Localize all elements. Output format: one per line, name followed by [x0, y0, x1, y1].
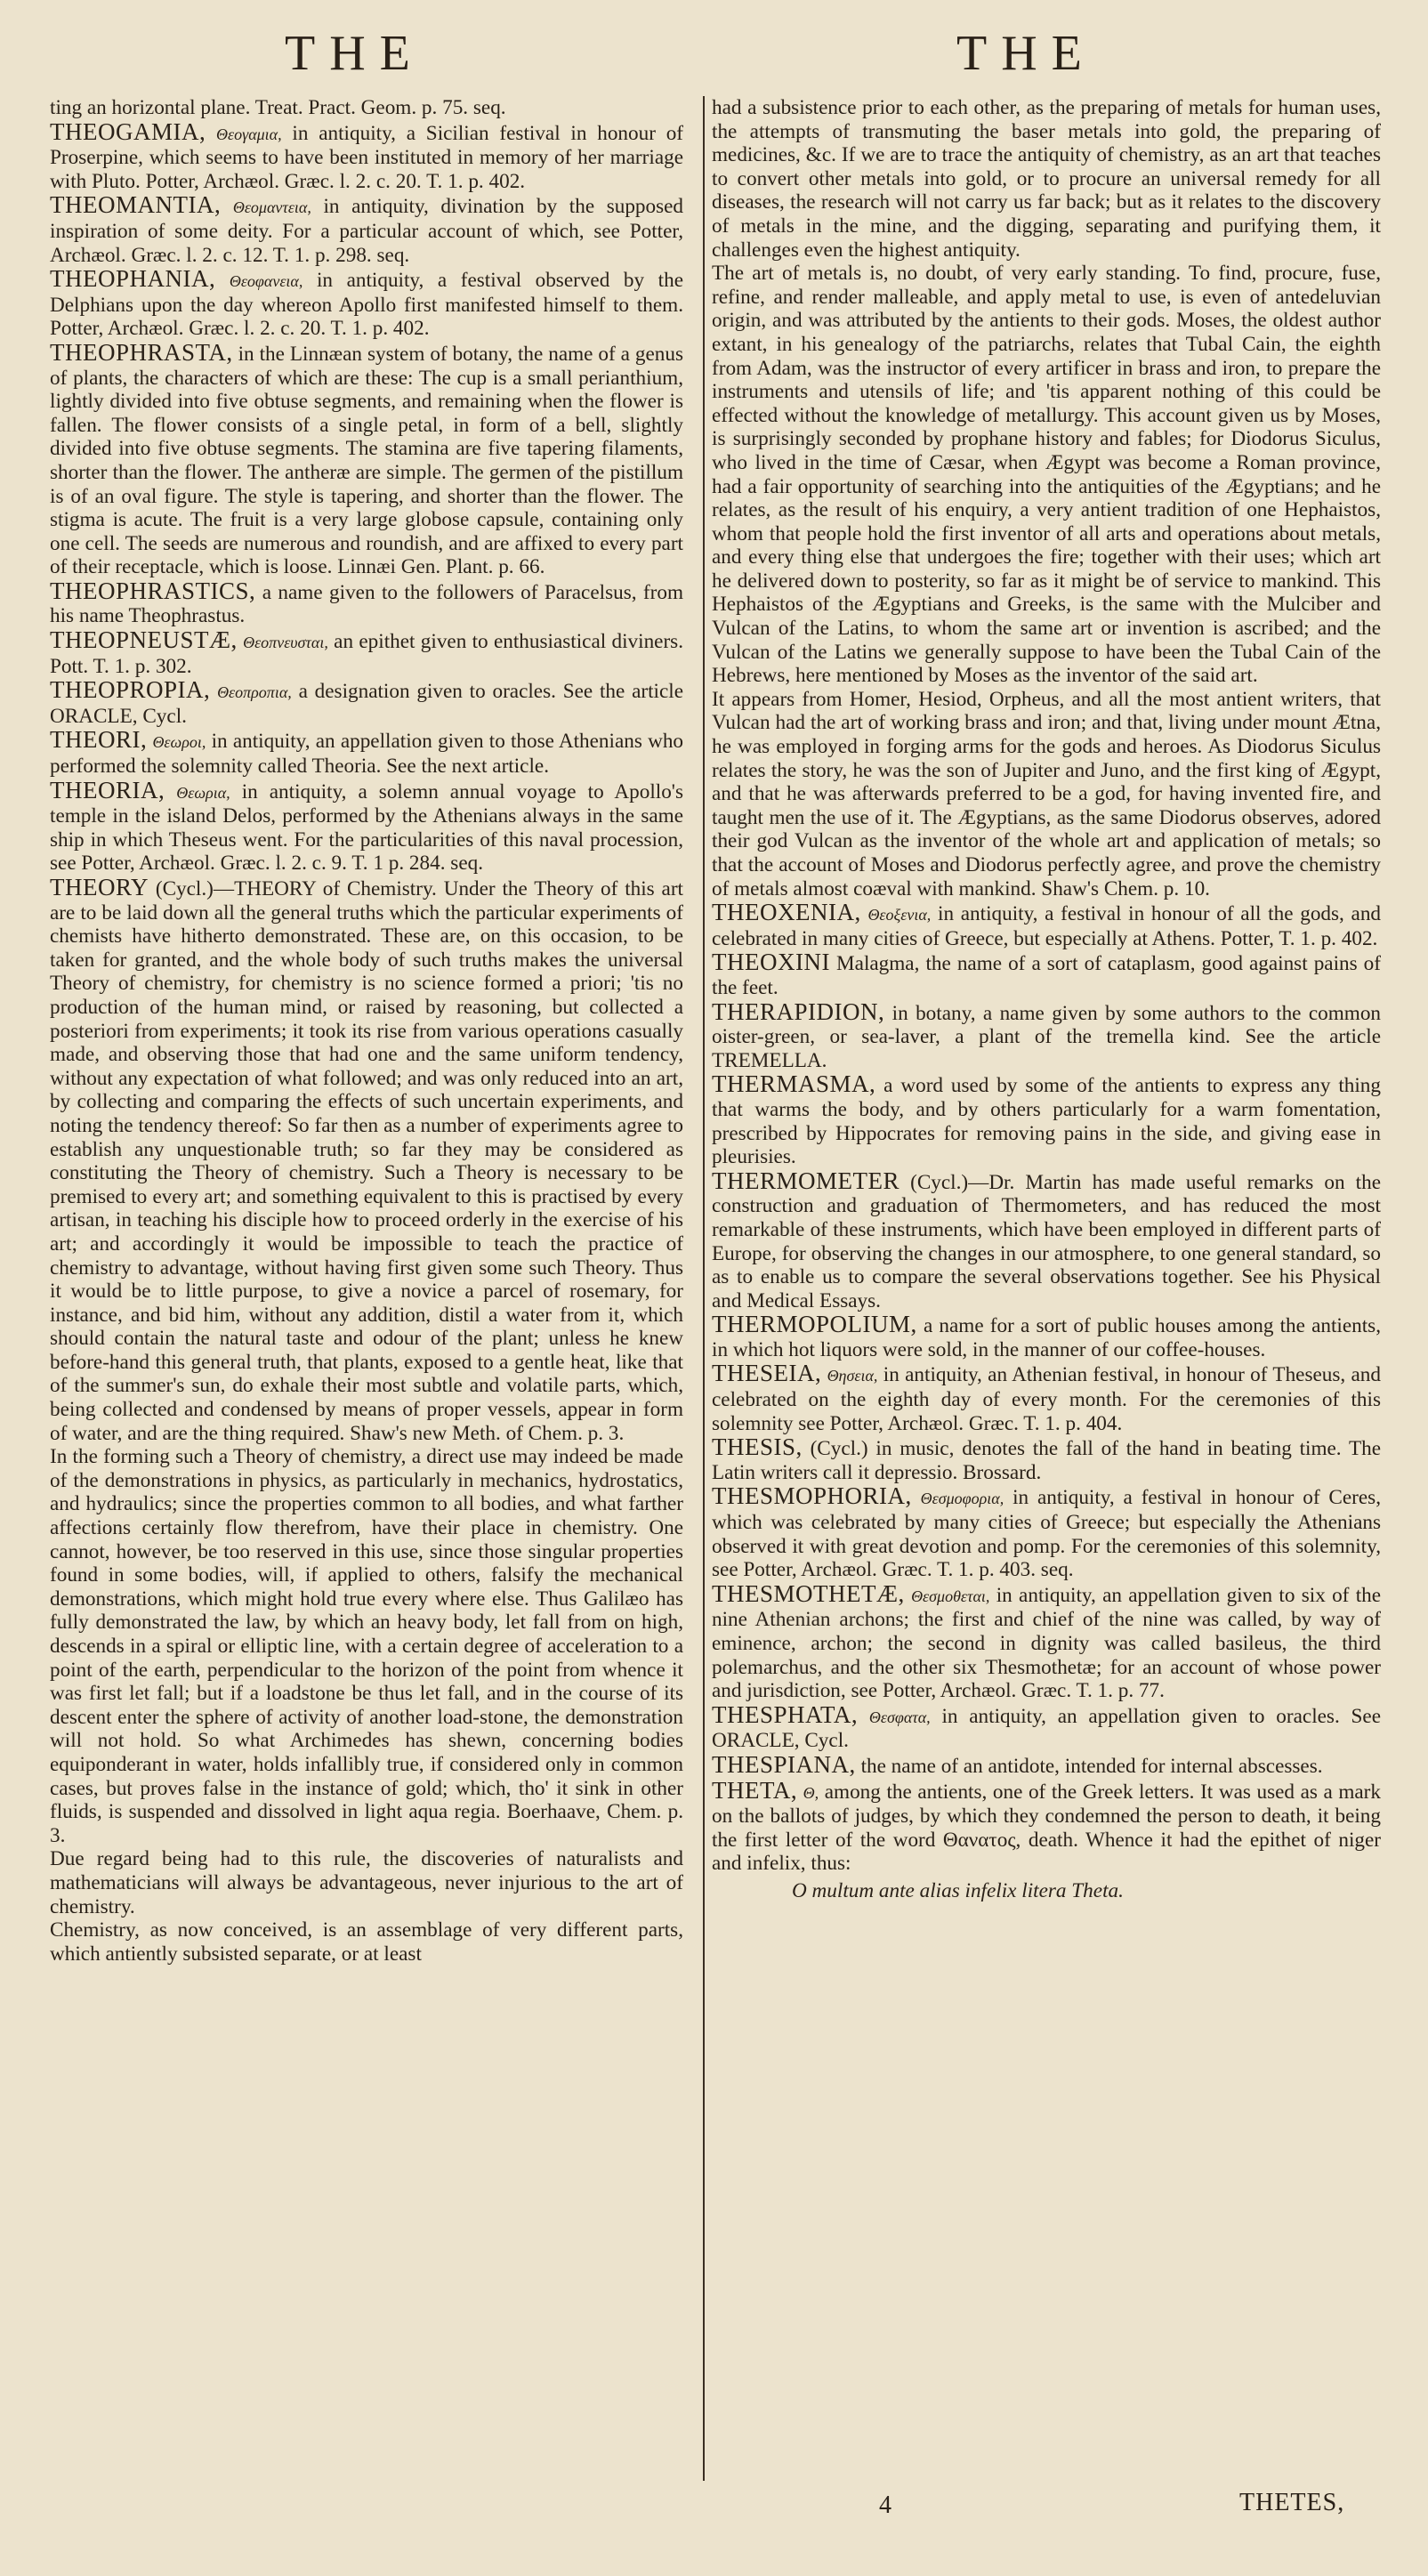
dictionary-entry	[712, 997, 1382, 1073]
body-paragraph	[50, 1445, 683, 1847]
dictionary-entry	[712, 1169, 1381, 1313]
entry-headword: THEOPHRASTA,	[50, 338, 233, 366]
entry-body: in antiquity, a festival in honour of all the gods, and celebrated in many cities of Greece, but especially at Athens. Potter, T. 1. p. 402.	[712, 902, 1382, 950]
entry-body: in antiquity, an Athenian festival, in honour of Theseus, and celebrated on the eighth day of every month. For the ceremonies of this solemnity see Potter, Archæol. Græc. T. 1. p. 404.	[712, 1363, 1381, 1435]
entry-headword: THEOMANTIA,	[50, 191, 222, 219]
dictionary-entry	[712, 1700, 1382, 1753]
entry-body: in antiquity, a festival in honour of Ceres, which was celebrated by many cities of Greece; but especially the Athenians observed it with great devotion and pomp. For the ceremonies of this solemnity, see Potter, Archæol. Græc. T. 1. p. 403. seq.	[712, 1486, 1382, 1582]
entry-headword: THESEIA,	[712, 1360, 822, 1387]
running-head-right: THE	[956, 26, 1096, 81]
entry-headword: THEOPROPIA,	[50, 676, 211, 704]
entry-headword: THESMOPHORIA,	[712, 1482, 912, 1510]
entry-body: It appears from Homer, Hesiod, Orpheus, and all the most antient writers, that Vulcan had the art of working brass and iron; and that, living under mount Ætna, he was employed in forging arms for the gods and heroes. As Diodorus Siculus relates the story, he was the son of Jupiter and Juno, and the first king of Ægypt, and that he was afterwards preferred to be a god, for having invented fire, and taught men the use of it. The Ægyptians, as the same Diodorus observes, adored their god Vulcan as the inventor of the whole art and application of metals; so that the account of Moses and Diodorus perfectly agree, and prove the chemistry of metals almost coæval with mankind. Shaw's Chem. p. 10.	[712, 687, 1381, 900]
dictionary-entry	[712, 1750, 1381, 1779]
dictionary-entry	[712, 1361, 1381, 1435]
body-paragraph	[50, 96, 683, 120]
entry-headword: THERMOPOLIUM,	[712, 1311, 917, 1338]
entry-body: (Cycl.)—Dr. Martin has made useful remarks on the construction and graduation of Thermometers, and has reduced the most remarkable of these instruments, which have been employed in different parts of Europe, for observing the changes in our atmosphere, to one general standard, so as to enable us to compare the several observations together. See his Physical and Medical Essays.	[712, 1170, 1381, 1312]
entry-greek: Θεοπροπια,	[217, 683, 292, 702]
entry-body: in antiquity, a solemn annual voyage to Apollo's temple in the island Delos, performed by the Athenians always in the same ship in which Theseus went. For the particularities of this naval procession, see Potter, Archæol. Græc. l. 2. c. 9. T. 1 p. 284. seq.	[50, 779, 684, 876]
left-column	[50, 96, 683, 1966]
entry-body: the name of an antidote, intended for internal abscesses.	[860, 1754, 1323, 1778]
entry-body: in antiquity, an appellation given to those Athenians who performed the solemnity called Theoria. See the next article.	[50, 730, 684, 779]
entry-body: ting an horizontal plane. Treat. Pract. Geom. p. 75. seq.	[50, 96, 506, 119]
running-head-left: THE	[285, 26, 424, 81]
dictionary-entry	[50, 728, 683, 778]
dictionary-entry	[712, 1776, 1381, 1876]
entry-greek: Θεωροι,	[152, 733, 206, 752]
entry-body: Chemistry, as now conceived, is an assemblage of very different parts, which antiently subsisted separate, or at least	[50, 1918, 683, 1966]
entry-greek: Θεωρια,	[176, 783, 230, 802]
dictionary-entry	[50, 876, 683, 1445]
entry-headword: THERAPIDION,	[712, 997, 885, 1025]
entry-greek: Θ,	[803, 1783, 819, 1802]
entry-body: (Cycl.) in music, denotes the fall of the hand in beating time. The Latin writers call it depressio. Brossard.	[712, 1437, 1382, 1484]
entry-body: in antiquity, divination by the supposed inspiration of some deity. For a particular account of which, see Potter, Archæol. Græc. l. 2. c. 12. T. 1. p. 298. seq.	[50, 195, 684, 267]
entry-body: (Cycl.)—THEORY of Chemistry. Under the Theory of this art are to be laid down all the general truths which the particular experiments of chemists have hitherto demonstrated. These are, on this occasion, to be taken for granted, and the whole body of such truths makes the universal Theory of chemistry, for chemistry is no science formed a priori; 'tis no production of the human mind, or raised by reasoning, but collected a posteriori from experiments; it took its rise from various operations casually made, and observing those that had one and the same uniform tendency, without any expectation of what followed; and was only reduced into an art, by collecting and comparing the effects of such uncertain experiments, and noting the tendency thereof: So far then as a number of experiments agree to establish any unquestionable truth; so far they may be considered as constituting the Theory of chemistry. Such a Theory is necessary to be premised to every art; and something equivalent to this is practised by every artisan, in teaching his disciple how to proceed orderly in the exercise of his art; and accordingly it would be impossible to teach the practice of chemistry to advantage, without having first given some such Theory. Thus it would be to little purpose, to give a novice a parcel of rosemary, for instance, and bid him, without any addition, distil a water from it, which should contain the natural taste and odour of the plant; unless he knew before-hand this general truth, that plants, exposed to a gentle heat, like that of the summer's sun, do exhale their most subtle and volatile parts, which, being collected and condensed by means of proper vessels, appear in form of water, and are the thing required. Shaw's new Meth. of Chem. p. 3.	[50, 877, 683, 1445]
body-paragraph	[712, 262, 1381, 688]
dictionary-entry	[50, 193, 683, 267]
entry-headword: THEOXENIA,	[712, 899, 861, 926]
entry-greek: Θεομαντεια,	[232, 198, 311, 217]
verse-quotation: O multum ante alias infelix litera Theta.	[792, 1878, 1124, 1902]
dictionary-entry	[712, 950, 1381, 999]
entry-body: The art of metals is, no doubt, of very early standing. To find, procure, fuse, refine, and render malleable, and apply metal to use, is even of antedeluvian origin, and was attributed by the antients to their gods. Moses, the oldest author extant, in his genealogy of the patriarchs, relates that Tubal Cain, the eighth from Adam, was the instructor of every artificer in brass and iron, to prepare the instruments and utensils of life; and 'tis apparent nothing of this could be effected without the knowledge of metallurgy. This account given us by Moses, is surprisingly seconded by prophane history and fables; for Diodorus Siculus, who lived in the time of Cæsar, when Ægypt was become a Roman province, had a fair opportunity of searching into the antiquities of the Ægyptians; and he relates, as the result of his enquiry, a very antient tradition of one Hephaistos, whom that people hold the first inventor of all arts and operations about metals, and every thing else that undergoes the fire; together with their uses; which art he delivered down to posterity, so far as it might be of service to mankind. This Hephaistos of the Ægyptians and Greeks, is the same with the Mulciber and Vulcan of the Latins, to whom the same art or invention is ascribed; and the Vulcan of the Latins we generally suppose to have been the Tubal Cain of the Hebrews, here mentioned by Moses as the inventor of the said art.	[712, 262, 1381, 688]
entry-body: in antiquity, an appellation given to six of the nine Athenian archons; the first and chief of the nine was called, by way of eminence, archon; the second in dignity was called basileus, the third polemarchus, and the other six Thesmothetæ; for an account of whose power and jurisdiction, see Potter, Archæol. Græc. T. 1. p. 77.	[712, 1583, 1382, 1703]
dictionary-entry	[50, 117, 684, 194]
body-paragraph	[712, 96, 1381, 262]
entry-headword: THEOPHRASTICS,	[50, 577, 256, 604]
entry-headword: THEOGAMIA,	[50, 117, 206, 145]
entry-greek: Θεογαμια,	[216, 125, 282, 143]
dictionary-entry	[712, 900, 1381, 950]
body-paragraph	[50, 1847, 683, 1918]
entry-greek: Θεσμοφορια,	[920, 1490, 1004, 1508]
entry-body: In the forming such a Theory of chemistry, a direct use may indeed be made of the demonstrations in physics, as particularly in mechanics, hydrostatics, and hydraulics; since the properties common to all bodies, and what farther affections certainly flow therefrom, have their place in chemistry. One cannot, however, be too reserved in this use, since those singular properties found in some bodies, will, if applied to others, falsify the mechanical demonstrations, which might hold true every where else. Thus Galilæo has fully demonstrated the law, by which an heavy body, let fall from on high, descends in a spiral or elliptic line, with a certain degree of acceleration to a point of the earth, perpendicular to the horizon of the point from whence it was first let fall; but if a loadstone be thus let fall, and in the course of its descent enter the sphere of activity of another load-stone, the demonstration will not hold. So what Archimedes has shewn, concerning bodies equiponderant in water, holds infallibly true, if considered only in common cases, but proves false in the instance of gold; which, tho' it sink in other fluids, is suspended and dissolved in light aqua regia. Boerhaave, Chem. p. 3.	[50, 1445, 683, 1847]
catchword: THETES,	[1239, 2489, 1345, 2516]
entry-headword: THESIS,	[712, 1433, 803, 1461]
entry-headword: THEOXINI	[712, 949, 830, 976]
entry-headword: THEORIA,	[50, 776, 165, 803]
entry-headword: THEOPHANIA,	[50, 265, 216, 293]
dictionary-entry	[50, 628, 683, 678]
entry-body: Malagma, the name of a sort of cataplasm, good against pains of the feet.	[712, 952, 1381, 999]
column-divider	[703, 96, 705, 2481]
entry-body: among the antients, one of the Greek letters. It was used as a mark on the ballots of judges, by which they condemned the person to death, it being the first letter of the word Θανατος, death. Whence it had the epithet of niger and infelix, thus:	[712, 1780, 1381, 1876]
right-column	[712, 96, 1381, 1903]
dictionary-entry	[712, 1435, 1381, 1484]
entry-body: a word used by some of the antients to express any thing that warms the body, and by others particularly for a warm fomentation, prescribed by Hippocrates for removing pains in the side, and giving ease in pleurisies.	[712, 1074, 1381, 1169]
entry-greek: Θεσμοθεται,	[911, 1587, 990, 1605]
dictionary-entry	[712, 1312, 1381, 1361]
entry-body: a name given to the followers of Paracelsus, from his name Theophrastus.	[50, 580, 684, 628]
dictionary-entry	[712, 1484, 1381, 1581]
page-number: 4	[879, 2491, 891, 2519]
entry-headword: THEOPNEUSTÆ,	[50, 626, 238, 654]
entry-body: in the Linnæan system of botany, the name of a genus of plants, the characters of which are these: The cup is a small perianthium, lightly divided into five obtuse segments, and remaining when the flower is fallen. The flower consists of a single petal, in form of a bell, slightly divided into five obtuse segments. The stamina are five tapering filaments, shorter than the flower. The antheræ are simple. The germen of the pistillum is of an oval figure. The style is tapering, and shorter than the flower. The stigma is acute. The fruit is a very large globose capsule, containing only one cell. The seeds are numerous and roundish, and are affixed to every part of their receptacle, which is loose. Linnæi Gen. Plant. p. 66.	[50, 342, 684, 579]
dictionary-entry	[50, 338, 684, 579]
entry-headword: THEORY	[50, 874, 149, 900]
dictionary-entry	[712, 1579, 1382, 1703]
dictionary-entry	[50, 579, 683, 628]
entry-body: in antiquity, a festival observed by the Delphians upon the day whereon Apollo first manifested himself to them. Potter, Archæol. Græc. l. 2. c. 20. T. 1. p. 402.	[50, 269, 684, 341]
dictionary-entry	[50, 776, 684, 876]
entry-headword: THESPHATA,	[712, 1700, 859, 1728]
entry-body: Due regard being had to this rule, the discoveries of naturalists and mathematicians will always be advantageous, never injurious to the art of chemistry.	[50, 1847, 683, 1918]
dictionary-entry	[50, 678, 683, 728]
entry-body: in antiquity, an appellation given to oracles. See ORACLE, Cycl.	[712, 1704, 1382, 1753]
entry-headword: THETA,	[712, 1776, 798, 1804]
entry-headword: THESPIANA,	[712, 1750, 856, 1778]
entry-headword: THESMOTHETÆ,	[712, 1579, 905, 1607]
entry-body: in antiquity, a Sicilian festival in honour of Proserpine, which seems to have been instituted in memory of her marriage with Pluto. Potter, Archæol. Græc. l. 2. c. 20. T. 1. p. 402.	[50, 121, 684, 193]
entry-body: had a subsistence prior to each other, as the preparing of metals for human uses, the attempts of transmuting the baser metals into gold, the preparing of medicines, &c. If we are to trace the antiquity of chemistry, as an art that teaches to convert other metals into gold, or to procure an universal remedy for all diseases, the research will not carry us far back; but as it relates to the discovery of metals in the mine, and the digging, separating and purifying them, it challenges even the highest antiquity.	[712, 96, 1381, 262]
entry-greek: Θεοξενια,	[867, 906, 932, 925]
entry-greek: Θεοπνευσται,	[243, 634, 328, 652]
entry-body: a designation given to oracles. See the article ORACLE, Cycl.	[50, 680, 684, 728]
entry-headword: THERMOMETER	[712, 1167, 900, 1194]
dictionary-entry	[50, 267, 683, 341]
entry-body: an epithet given to enthusiastical diviners. Pott. T. 1. p. 302.	[50, 630, 684, 678]
entry-body: in botany, a name given by some authors to the common oister-green, or sea-laver, a plant of the tremella kind. See the article TREMELLA.	[712, 1001, 1382, 1072]
entry-greek: Θησεια,	[827, 1367, 878, 1385]
body-paragraph	[712, 688, 1381, 900]
body-paragraph	[50, 1918, 683, 1966]
entry-body: a name for a sort of public houses among the antients, in which hot liquors were sold, in the manner of our coffee-houses.	[712, 1314, 1381, 1361]
entry-greek: Θεσφατα,	[868, 1708, 931, 1726]
entry-headword: THEORI,	[50, 726, 148, 754]
dictionary-entry	[712, 1072, 1381, 1168]
entry-headword: THERMASMA,	[712, 1070, 876, 1098]
entry-greek: Θεοφανεια,	[229, 272, 303, 291]
